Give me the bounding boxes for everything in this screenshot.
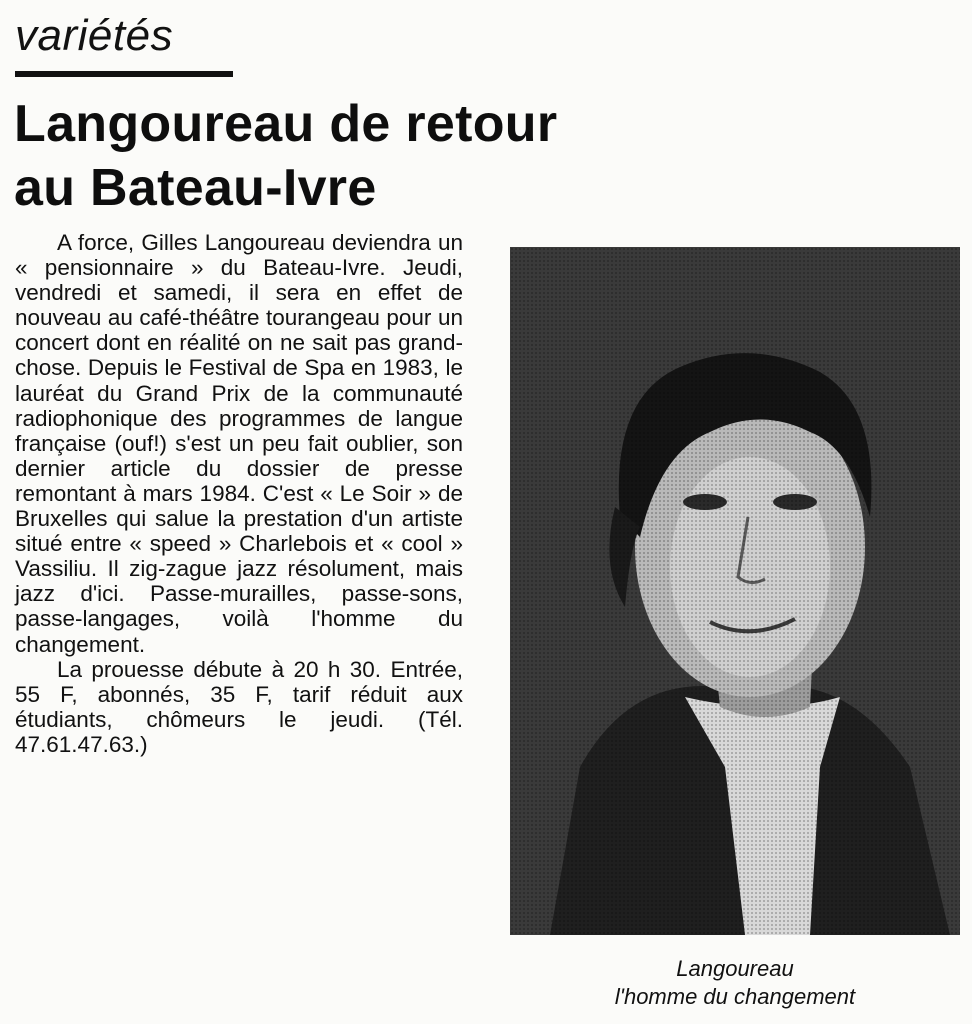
headline-line-2: au Bateau-Ivre [14,159,377,217]
headline-line-1: Langoureau de retour [14,95,558,153]
caption-line-2: l'homme du changement [614,984,856,1009]
portrait-photo [510,247,960,935]
section-rule [15,71,233,77]
article-paragraph-2: La prouesse débute à 20 h 30. Entrée, 55 F, abonnés, 35 F, tarif réduit aux étudiants, chômeurs le jeudi. (Tél. 47.61.47.63.) [15,656,463,757]
section-label: variétés [15,11,174,60]
caption-line-1: Langoureau [676,956,794,981]
portrait-illustration [510,247,960,935]
article-body [15,230,463,757]
article-paragraph-1: A force, Gilles Langoureau deviendra un « pensionnaire » du Bateau-Ivre. Jeudi, vendredi et samedi, il sera en effet de nouveau au café-théâtre tourangeau pour un concert dont en réalité on ne sait pas grand-chose. Depuis le Festival de Spa en 1983, le lauréat du Grand Prix de la communauté radiophonique des programmes de langue française (ouf!) s'est un peu fait oublier, son dernier article du dossier de presse remontant à mars 1984. C'est « Le Soir » de Bruxelles qui salue la prestation d'un artiste situé entre « speed » Charlebois et « cool » Vassiliu. Il zig-zague jazz résolument, mais jazz d'ici. Passe-murailles, passe-sons, passe-langages, voilà l'homme du changement. [15,230,463,657]
photo-caption [510,955,960,1011]
headline [14,92,954,220]
